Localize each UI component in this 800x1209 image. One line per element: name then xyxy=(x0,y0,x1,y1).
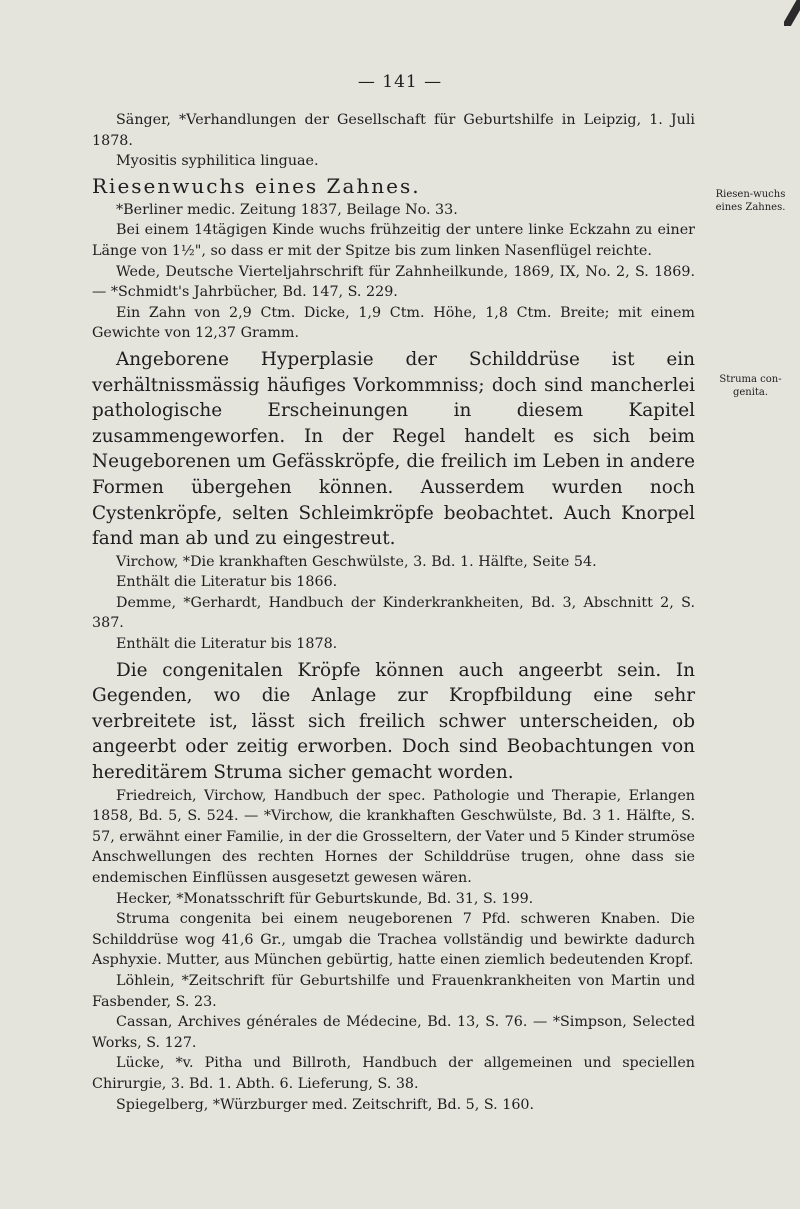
page-number: — 141 — xyxy=(357,72,443,92)
citation-cassan: Cassan, Archives générales de Médecine, Bd. 13, S. 76. — *Simpson, Selected Works, S. 127. xyxy=(92,1014,695,1051)
case-text-zahn: Ein Zahn von 2,9 Ctm. Dicke, 1,9 Ctm. Höhe, 1,8 Ctm. Breite; mit einem Gewichte von 12,37 Gramm. xyxy=(92,304,695,342)
margin-note-struma: Struma con-genita. xyxy=(719,374,782,398)
citation-loehlein: Löhlein, *Zeitschrift für Geburtshilfe und Frauenkrankheiten von Martin und Fasbender, S. 23. xyxy=(92,972,695,1010)
note-literatur-1866: Enthält die Literatur bis 1866. xyxy=(116,574,338,591)
citation-friedreich: Friedreich, Virchow, Handbuch der spec. Pathologie und Therapie, Erlangen 1858, Bd. 5, S. 524. — *Virchow, die krankhaften Geschwülste, Bd. 3 1. Hälfte, S. 57, erwähnt einer Familie, in der die Grosseltern, der Vater und 5 Kinder strumöse Anschwellungen des rechten Hornes der Schilddrüse trugen, ohne dass sie endemischen Einflüssen ausgesetzt gewesen wären. xyxy=(92,787,695,886)
citation-virchow: Virchow, *Die krankhaften Geschwülste, 3. Bd. 1. Hälfte, Seite 54. xyxy=(116,553,597,570)
case-text-eckzahn: Bei einem 14tägigen Kinde wuchs frühzeitig der untere linke Eckzahn zu einer Länge von 1½", so dass er mit der Spitze bis zum linken Nasenflügel reichte. xyxy=(92,222,695,259)
margin-note-riesenwuchs: Riesen-wuchs eines Zahnes. xyxy=(715,189,786,213)
section-heading-riesenwuchs: Riesenwuchs eines Zahnes. xyxy=(92,173,421,198)
citation-saenger: Sänger, *Verhandlungen der Gesellschaft für Geburtshilfe in Leipzig, 1. Juli 1878. xyxy=(92,112,695,149)
citation-luecke: Lücke, *v. Pitha und Billroth, Handbuch der allgemeinen und speciellen Chirurgie, 3. Bd. 1. Abth. 6. Lieferung, S. 38. xyxy=(92,1055,695,1092)
citation-berliner: *Berliner medic. Zeitung 1837, Beilage No. 33. xyxy=(116,201,458,218)
page-crease-mark xyxy=(784,0,800,26)
body-text-hyperplasie: Angeborene Hyperplasie der Schilddrüse ist ein verhältnissmässig häufiges Vorkommniss; doch sind mancherlei pathologische Erscheinungen in diesem Kapitel zusammengeworfen. In der Regel handelt es sich beim Neugeborenen um Gefässkröpfe, die freilich im Leben in andere Formen übergehen können. Ausserdem wurden noch Cystenkröpfe, selten Schleimkröpfe beobachtet. Auch Knorpel fand man ab und zu eingestreut. xyxy=(92,348,695,550)
citation-wede: Wede, Deutsche Vierteljahrschrift für Zahnheilkunde, 1869, IX, No. 2, S. 1869. — *Schmidt's Jahrbücher, Bd. 147, S. 229. xyxy=(92,263,695,301)
citation-hecker: Hecker, *Monatsschrift für Geburtskunde, Bd. 31, S. 199. xyxy=(116,890,534,907)
citation-spiegelberg: Spiegelberg, *Würzburger med. Zeitschrift, Bd. 5, S. 160. xyxy=(116,1096,535,1113)
subtitle-myositis: Myositis syphilitica linguae. xyxy=(116,153,319,170)
case-text-struma-congenita: Struma congenita bei einem neugeborenen 7 Pfd. schweren Knaben. Die Schilddrüse wog 41,6 Gr., umgab die Trachea vollständig und bewirkte dadurch Asphyxie. Mutter, aus München gebürtig, hatte einen ziemlich bedeutenden Kropf. xyxy=(92,911,695,969)
page-body xyxy=(92,110,695,1115)
body-text-congenitale-kroepfe: Die congenitalen Kröpfe können auch angeerbt sein. In Gegenden, wo die Anlage zur Kropfbildung eine sehr verbreitete ist, lässt sich freilich schwer unterscheiden, ob angeerbt oder zeitig erworben. Doch sind Beobachtungen von hereditärem Struma sicher gemacht worden. xyxy=(92,659,695,784)
citation-demme: Demme, *Gerhardt, Handbuch der Kinderkrankheiten, Bd. 3, Abschnitt 2, S. 387. xyxy=(92,594,695,632)
note-literatur-1878: Enthält die Literatur bis 1878. xyxy=(116,636,338,653)
